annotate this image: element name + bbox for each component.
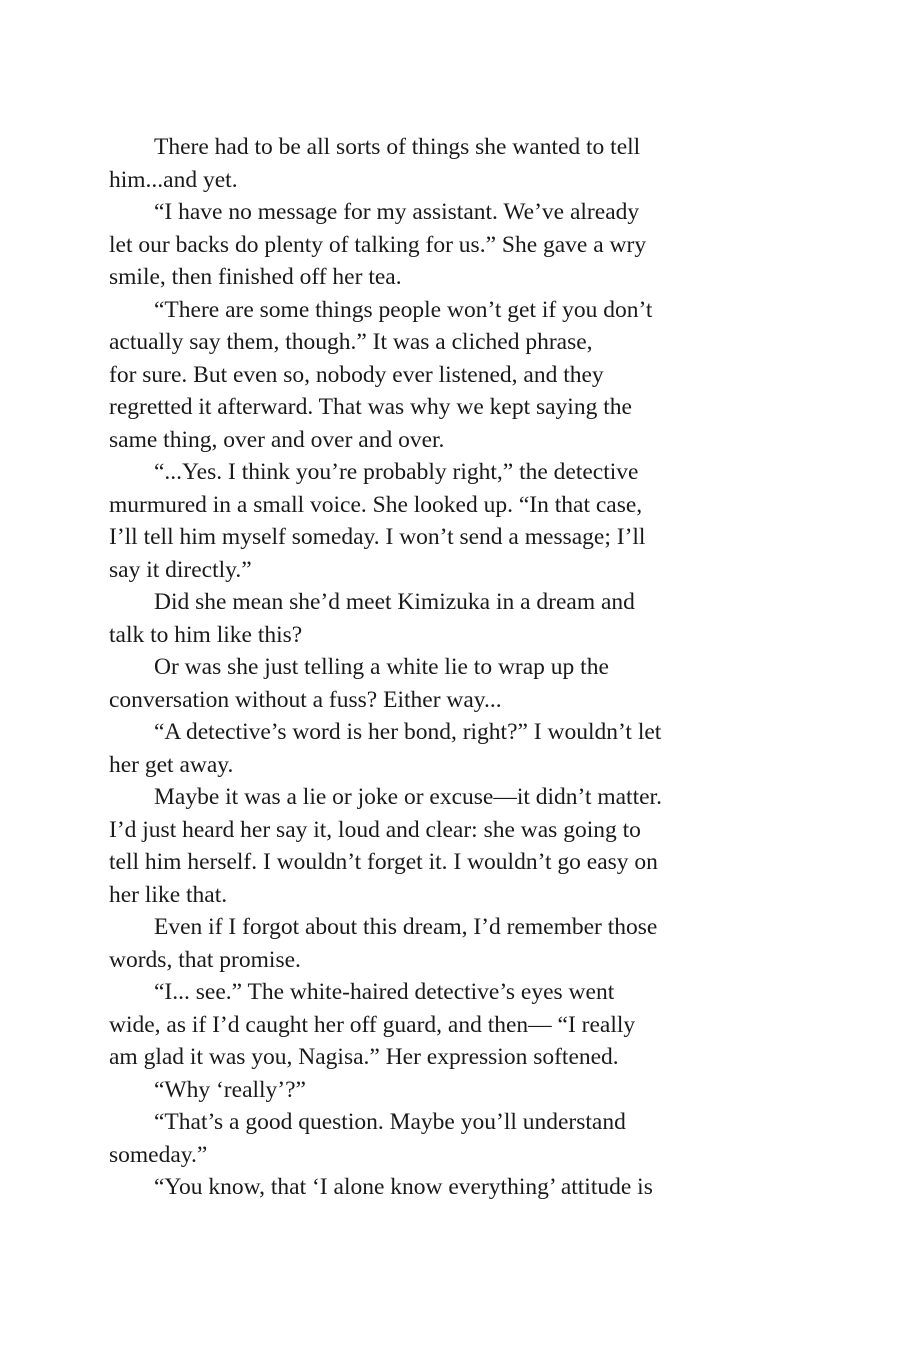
text-line: actually say them, though.” It was a cliched phrase, [109, 329, 593, 355]
text-line: “I have no message for my assistant. We’ve already [154, 199, 640, 225]
text-line: her get away. [109, 751, 234, 778]
text-line: him...and yet. [109, 166, 238, 193]
text-line: “I... see.” The white-haired detective’s eyes went [154, 979, 615, 1005]
text-line: wide, as if I’d caught her off guard, and then— “I really [109, 1011, 636, 1038]
text-line: words, that promise. [109, 946, 301, 973]
text-line: “That’s a good question. Maybe you’ll understand [154, 1109, 626, 1135]
text-line: “You know, that ‘I alone know everything’ attitude is [154, 1174, 653, 1200]
text-line: let our backs do plenty of talking for us.” She gave a wry [109, 231, 647, 258]
text-line: “There are some things people won’t get if you don’t [154, 296, 653, 323]
text-line: “Why ‘really’?” [154, 1076, 306, 1103]
text-line: for sure. But even so, nobody ever listened, and they [109, 361, 604, 388]
text-line: tell him herself. I wouldn’t forget it. I wouldn’t go easy on [109, 849, 658, 875]
text-line: Did she mean she’d meet Kimizuka in a dream and [154, 589, 635, 615]
text-line: Or was she just telling a white lie to wrap up the [154, 654, 609, 680]
text-line: conversation without a fuss? Either way... [109, 686, 502, 713]
text-line: same thing, over and over and over. [109, 426, 445, 453]
text-line: someday.” [109, 1141, 208, 1168]
text-line: I’ll tell him myself someday. I won’t send a message; I’ll [109, 524, 646, 550]
text-line: Even if I forgot about this dream, I’d remember those [154, 914, 658, 940]
text-line: Maybe it was a lie or joke or excuse—it didn’t matter. [154, 784, 662, 810]
text-line: am glad it was you, Nagisa.” Her expression softened. [109, 1044, 619, 1070]
text-line: her like that. [109, 881, 228, 908]
text-line: “A detective’s word is her bond, right?” I wouldn’t let [154, 719, 662, 745]
text-line: “...Yes. I think you’re probably right,” the detective [154, 459, 639, 485]
body-text [109, 131, 709, 1204]
text-line: murmured in a small voice. She looked up. “In that case, [109, 491, 643, 518]
text-line: I’d just heard her say it, loud and clear: she was going to [109, 816, 641, 843]
text-line: talk to him like this? [109, 621, 303, 648]
text-line: say it directly.” [109, 556, 252, 583]
text-line: There had to be all sorts of things she wanted to tell [154, 134, 641, 160]
text-line: smile, then finished off her tea. [109, 264, 402, 290]
text-line: regretted it afterward. That was why we kept saying the [109, 394, 632, 420]
